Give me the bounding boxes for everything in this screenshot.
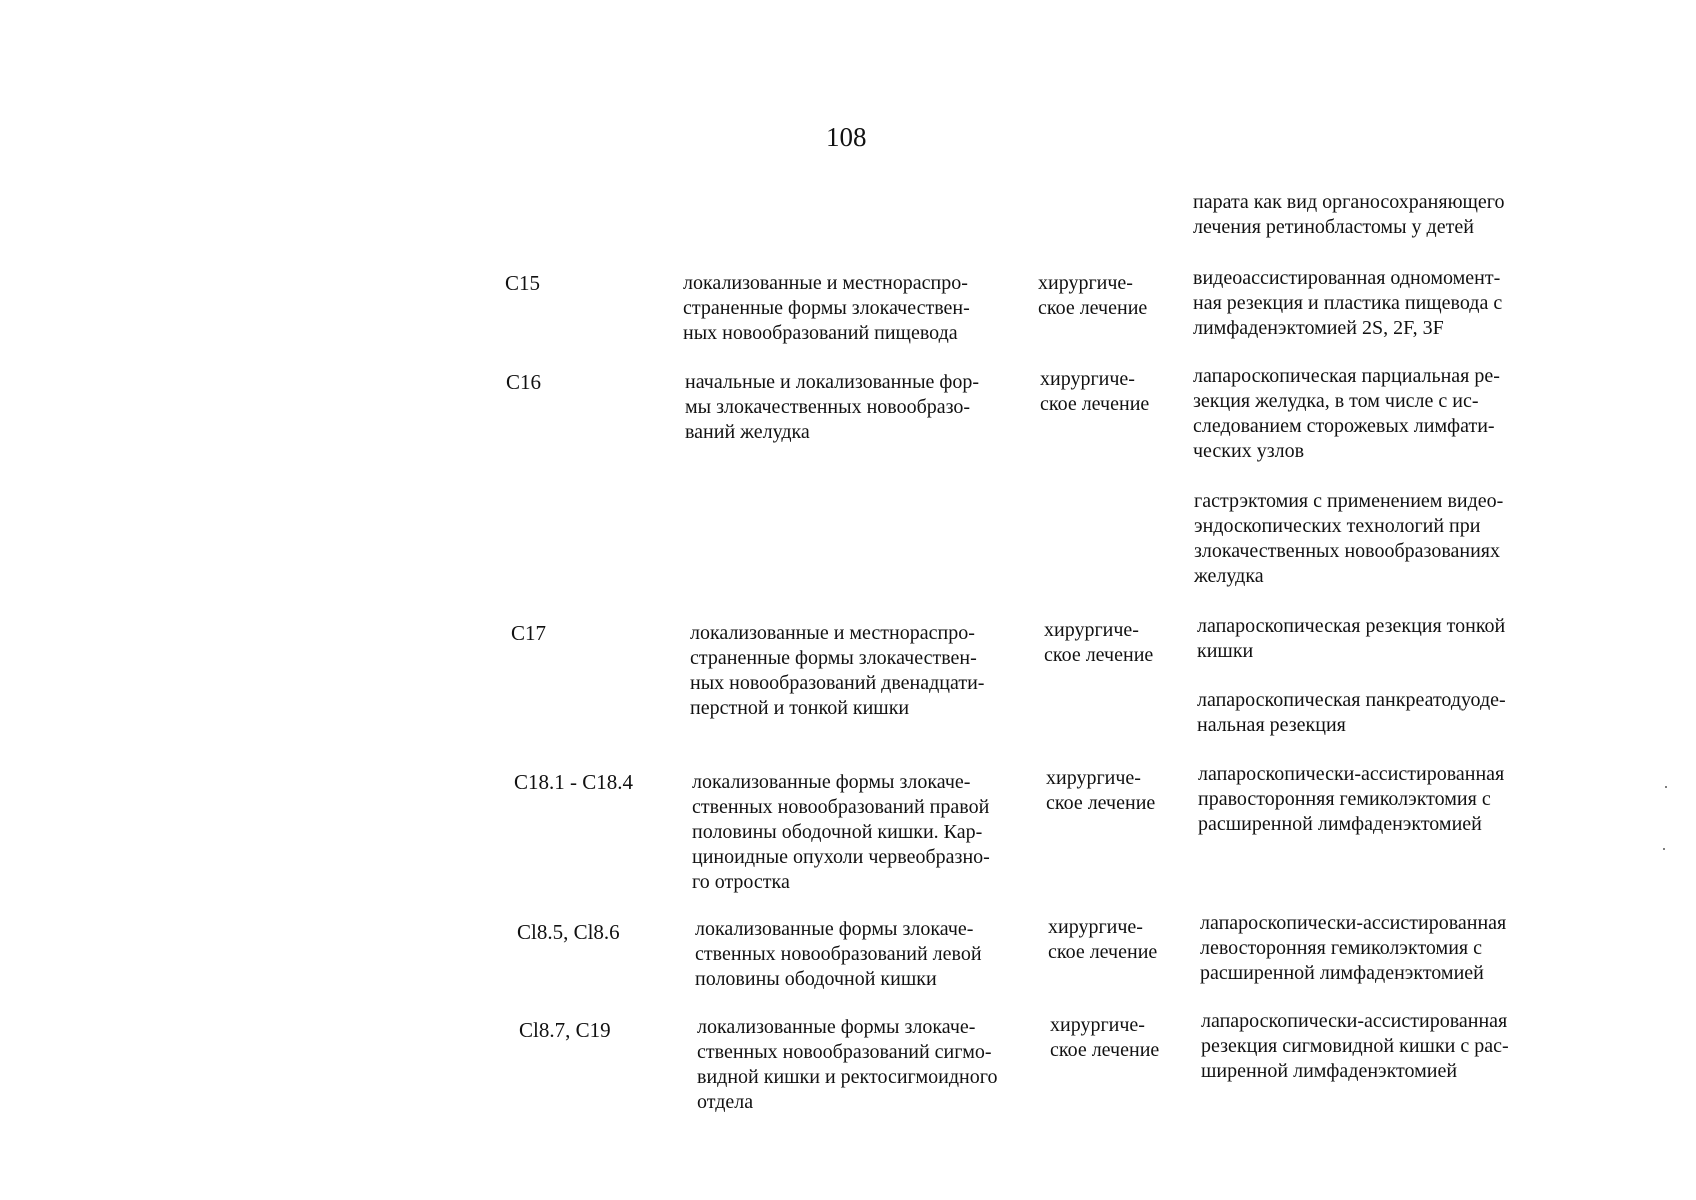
row-method: лапароскопически-ассистированная левосторонняя гемиколэктомия с расширенной лимфаденэктомией [1200, 912, 1507, 984]
row-method: гастрэктомия с применением видео- эндоскопических технологий при злокачественных новообразованиях желудка [1194, 490, 1504, 587]
row-description: локализованные и местнораспро- страненные формы злокачествен- ных новообразований двенадцати- перстной и тонкой кишки [690, 622, 985, 719]
scan-speck [1665, 786, 1667, 788]
row-treatment: хирургиче- ское лечение [1038, 272, 1148, 319]
row-code: C16 [506, 370, 542, 394]
row-code: Cl8.7, C19 [519, 1018, 611, 1042]
page-number: 108 [826, 122, 867, 152]
row-description: локализованные формы злокаче- ственных новообразований сигмо- видной кишки и ректосигмоидного отдела [697, 1016, 998, 1113]
scan-speck [1663, 848, 1665, 850]
row-method: лапароскопически-ассистированная резекция сигмовидной кишки с рас- ширенной лимфаденэктомией [1201, 1010, 1509, 1082]
row-method: лапароскопически-ассистированная правосторонняя гемиколэктомия с расширенной лимфаденэктомией [1198, 763, 1505, 835]
row-code: Cl8.5, Cl8.6 [517, 920, 620, 944]
row-method: лапароскопическая парциальная ре- зекция желудка, в том числе с ис- следованием сторожевых лимфати- ческих узлов [1193, 365, 1500, 462]
row-code: C15 [505, 271, 541, 295]
row-code: C18.1 - C18.4 [514, 770, 634, 794]
row-description: локализованные формы злокаче- ственных новообразований правой половины ободочной кишки. Кар- циноидные опухоли червеобразно- го отростка [692, 771, 990, 893]
row-treatment: хирургиче- ское лечение [1050, 1014, 1160, 1061]
row-description: начальные и локализованные фор- мы злокачественных новообразо- ваний желудка [685, 371, 980, 443]
row-method: видеоассистированная одномомент- ная резекция и пластика пищевода с лимфаденэктомией 2S, 2F, 3F [1193, 267, 1503, 339]
row-code: C17 [511, 621, 547, 645]
row-treatment: хирургиче- ское лечение [1040, 368, 1150, 415]
continuation-method-text: парата как вид органосохраняющего лечения ретинобластомы у детей [1193, 191, 1505, 238]
row-treatment: хирургиче- ское лечение [1046, 767, 1156, 814]
row-method: лапароскопическая резекция тонкой кишки [1197, 615, 1506, 662]
row-description: локализованные и местнораспро- страненные формы злокачествен- ных новообразований пищевода [683, 272, 970, 344]
row-method: лапароскопическая панкреатодуоде- нальная резекция [1197, 689, 1506, 736]
row-treatment: хирургиче- ское лечение [1048, 916, 1158, 963]
row-description: локализованные формы злокаче- ственных новообразований левой половины ободочной кишки [695, 918, 982, 990]
row-treatment: хирургиче- ское лечение [1044, 619, 1154, 666]
